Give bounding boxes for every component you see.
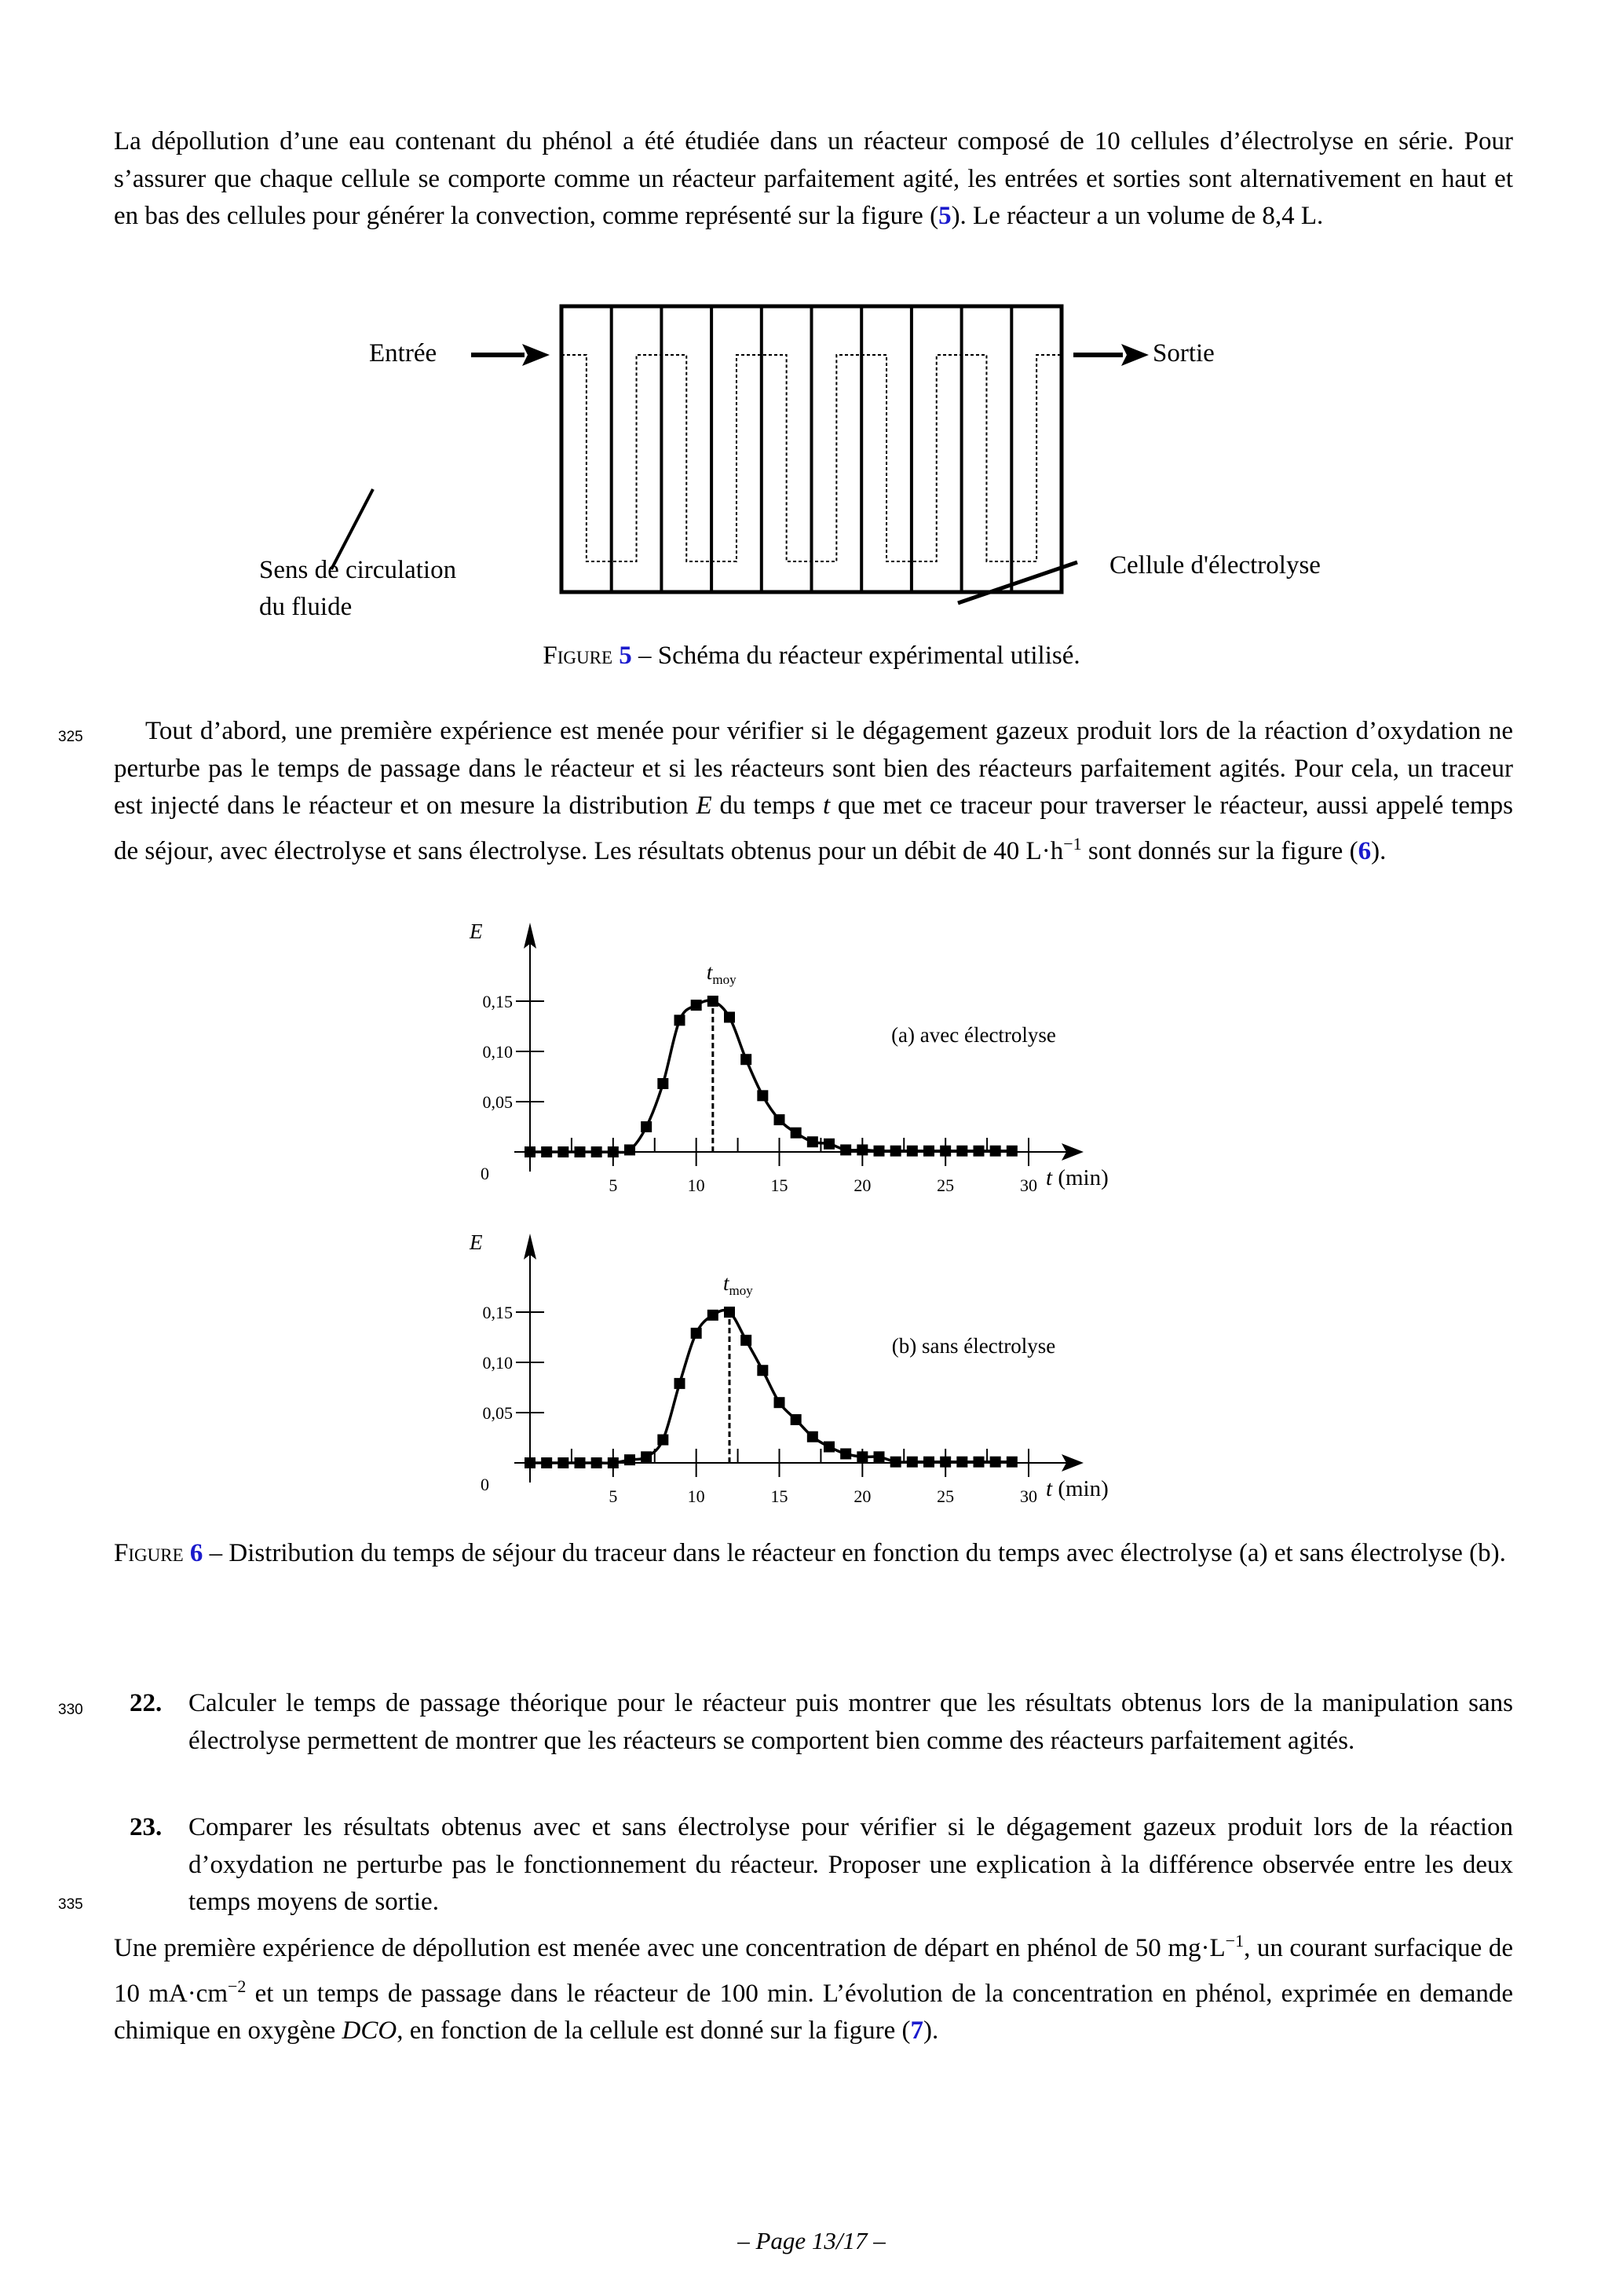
x-tick-label: 30 — [1020, 1486, 1037, 1506]
data-point — [874, 1451, 885, 1462]
data-point — [974, 1457, 985, 1468]
data-point — [575, 1457, 586, 1468]
origin-label: 0 — [481, 1475, 489, 1494]
data-point — [608, 1146, 619, 1157]
line-number: 325 — [58, 729, 83, 745]
x-axis-label: t (min) — [1046, 1165, 1109, 1190]
data-point — [940, 1146, 951, 1157]
data-point — [774, 1397, 785, 1408]
question-22 — [114, 1685, 1513, 1760]
data-point — [624, 1144, 635, 1155]
y-tick-label: 0,05 — [482, 1403, 513, 1423]
data-point — [641, 1451, 652, 1462]
cellule-pointer — [958, 562, 1077, 603]
data-point — [674, 1378, 685, 1389]
line-number: 335 — [58, 1896, 83, 1913]
series-label: (b) sans électrolyse — [891, 1334, 1056, 1358]
data-point — [591, 1457, 602, 1468]
data-point — [641, 1121, 652, 1132]
x-tick-label: 30 — [1020, 1175, 1037, 1195]
question-number: 22. — [130, 1689, 163, 1717]
data-point — [807, 1136, 818, 1147]
y-tick-label: 0,10 — [482, 1042, 513, 1062]
data-point — [791, 1414, 802, 1425]
question-text: Comparer les résultats obtenus avec et sans électrolyse pour vérifier si le dégagement gazeux produit lors de la réaction d’oxydation ne perturbe pas le fonctionnement du réacteur. Proposer une explication à la différence observée entre les deux temps moyens de sortie. — [188, 1813, 1513, 1916]
data-point — [724, 1307, 735, 1318]
question-number: 23. — [130, 1813, 163, 1841]
x-tick-label: 10 — [687, 1486, 705, 1506]
page-number: – Page 13/17 – — [737, 2227, 886, 2254]
x-axis-label: t (min) — [1046, 1476, 1109, 1501]
x-tick-label: 10 — [687, 1175, 705, 1195]
data-point — [990, 1457, 1001, 1468]
figure-5-number: 5 — [619, 642, 632, 670]
sortie-arrow-icon — [1073, 344, 1149, 366]
series-label: (a) avec électrolyse — [891, 1023, 1056, 1047]
x-tick-label: 20 — [854, 1175, 872, 1195]
data-point — [557, 1457, 568, 1468]
y-tick-label: 0,15 — [482, 1303, 513, 1322]
data-point — [757, 1365, 768, 1376]
intro-paragraph: La dépollution d’une eau contenant du phénol a été étudiée dans un réacteur composé de 10 cellules d’électrolyse en série. Pour s’assurer que chaque cellule se comporte comme un réacteur parfaitement agité, les entrées et sorties sont alternativement en haut et en bas des cellules pour générer la convection, comme représenté sur la figure (5). Le réacteur a un volume de 8,4 L. — [114, 127, 1513, 230]
data-point — [956, 1146, 967, 1157]
data-point — [525, 1146, 536, 1157]
data-point — [1007, 1146, 1018, 1157]
data-point — [691, 1328, 702, 1339]
data-point — [674, 1015, 685, 1026]
x-tick-label: 25 — [937, 1486, 955, 1506]
data-point — [691, 1000, 702, 1011]
data-point — [923, 1457, 934, 1468]
data-point — [757, 1090, 768, 1101]
data-point — [807, 1431, 818, 1442]
data-point — [874, 1146, 885, 1157]
data-point — [791, 1128, 802, 1139]
data-point — [707, 996, 718, 1007]
sortie-label: Sortie — [1153, 339, 1215, 367]
reactor-box — [561, 306, 1062, 592]
data-point — [974, 1146, 985, 1157]
y-axis-label: E — [470, 919, 483, 943]
data-point — [840, 1448, 851, 1459]
origin-label: 0 — [481, 1164, 489, 1183]
data-point — [774, 1114, 785, 1125]
figure-6-link[interactable]: 6 — [1358, 836, 1372, 865]
tmoy-label: $t_{moy}$ — [706, 960, 737, 987]
cellule-label: Cellule d'électrolyse — [1109, 551, 1321, 579]
paragraph-dco: Une première expérience de dépollution est menée avec une concentration de départ en phénol de 50 $mg\cdot L^{-1}$, un courant surfacique de 10 $mA\cdot cm^{-2}$ et un temps de passage dans le réacteur de 100 min. L’évolution de la concentration en phénol, exprimée en demande chimique en oxygène DCO, en fonction de la cellule est donné sur la figure (7). — [114, 1931, 1514, 2045]
figure-6-caption: Figure 6 – Distribution du temps de séjour du traceur dans le réacteur en fonction du temps avec électrolyse (a) et sans électrolyse (b). — [114, 1539, 1506, 1567]
data-point — [990, 1146, 1001, 1157]
data-point — [541, 1457, 552, 1468]
y-tick-label: 0,05 — [482, 1092, 513, 1112]
data-point — [907, 1457, 918, 1468]
data-point — [740, 1335, 751, 1346]
data-point — [824, 1442, 835, 1453]
y-tick-label: 0,15 — [482, 992, 513, 1011]
y-axis-label: E — [470, 1230, 483, 1254]
sens-label-line2: du fluide — [259, 593, 353, 621]
data-point — [541, 1146, 552, 1157]
x-tick-label: 15 — [770, 1175, 788, 1195]
x-tick-label: 15 — [770, 1486, 788, 1506]
data-point — [557, 1146, 568, 1157]
figure-5-link[interactable]: 5 — [938, 202, 952, 230]
data-point — [740, 1054, 751, 1065]
data-point — [890, 1146, 901, 1157]
figure-5-caption: Figure 5 – Schéma du réacteur expérimental utilisé. — [543, 642, 1080, 670]
data-point — [724, 1011, 735, 1022]
data-point — [840, 1144, 851, 1155]
data-point — [890, 1457, 901, 1468]
entree-arrow-icon — [471, 344, 550, 366]
data-point — [956, 1457, 967, 1468]
figure-6-number: 6 — [189, 1539, 203, 1567]
x-tick-label: 5 — [609, 1486, 618, 1506]
x-tick-label: 25 — [937, 1175, 955, 1195]
data-point — [657, 1078, 668, 1089]
data-point — [940, 1457, 951, 1468]
data-point — [1007, 1457, 1018, 1468]
x-tick-label: 5 — [609, 1175, 618, 1195]
data-point — [923, 1146, 934, 1157]
entree-label: Entrée — [369, 339, 437, 367]
chart-b-sans-electrolyse — [440, 1230, 1178, 1528]
paragraph-tracer: Tout d’abord, une première expérience est menée pour vérifier si le dégagement gazeux produit lors de la réaction d’oxydation ne perturbe pas le temps de passage dans le réacteur et si les réacteurs sont bien des réacteurs parfaitement agités. Pour cela, un traceur est injecté dans le réacteur et on mesure la distribution E du temps t que met ce traceur pour traverser le réacteur, aussi appelé temps de séjour, avec électrolyse et sans électrolyse. Les résultats obtenus pour un débit de 40 $L\cdot h^{-1}$ sont donnés sur la figure (6). — [114, 717, 1513, 865]
tmoy-label: $t_{moy}$ — [723, 1271, 753, 1298]
sens-label-line1: Sens de circulation — [259, 556, 457, 584]
data-point — [707, 1310, 718, 1321]
line-number: 330 — [58, 1702, 83, 1718]
x-tick-label: 20 — [854, 1486, 872, 1506]
question-text: Calculer le temps de passage théorique pour le réacteur puis montrer que les résultats obtenus lors de la manipulation sans électrolyse permettent de montrer que les réacteurs se comportent bien comme des réacteurs parfaitement agités. — [188, 1689, 1513, 1755]
data-point — [657, 1435, 668, 1446]
data-point — [525, 1457, 536, 1468]
figure-7-link[interactable]: 7 — [910, 2016, 923, 2045]
data-point — [824, 1139, 835, 1150]
data-point — [907, 1146, 918, 1157]
y-tick-label: 0,10 — [482, 1353, 513, 1373]
data-point — [591, 1146, 602, 1157]
data-point — [575, 1146, 586, 1157]
data-point — [857, 1144, 868, 1155]
data-point — [857, 1451, 868, 1462]
fit-curve — [530, 1311, 1012, 1464]
data-point — [608, 1457, 619, 1468]
chart-a-avec-electrolyse — [440, 919, 1178, 1217]
data-point — [624, 1454, 635, 1465]
question-23 — [114, 1809, 1513, 1921]
figure-5-reactor-diagram — [0, 291, 1623, 652]
